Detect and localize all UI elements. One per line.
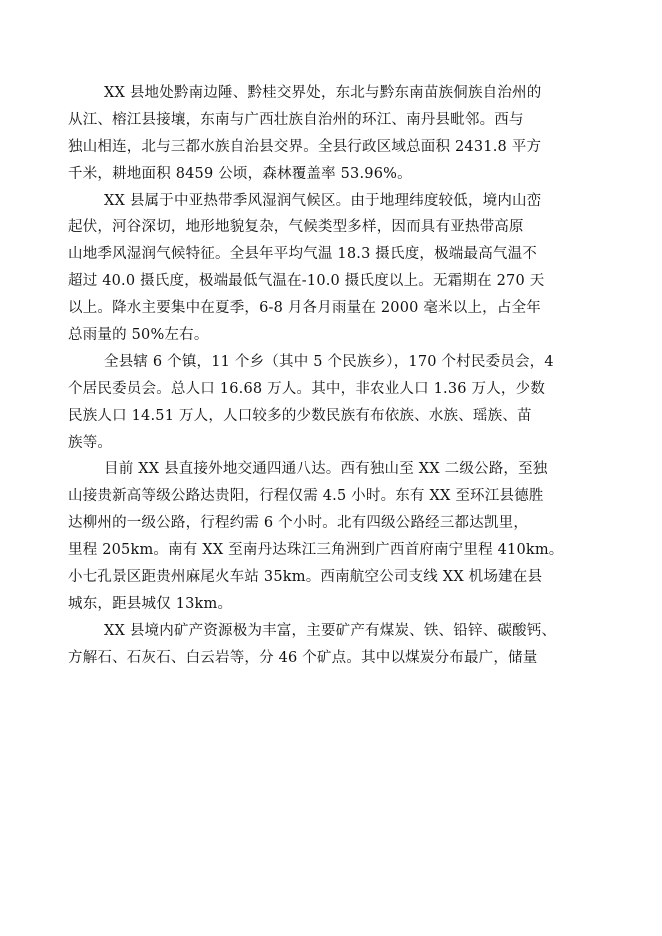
text-line: 以上。降水主要集中在夏季，6-8 月各月雨量在 2000 毫米以上，占全年 [68, 300, 541, 317]
text-line: XX 县属于中亚热带季风湿润气候区。由于地理纬度较低，境内山峦 [104, 192, 542, 209]
paragraph-climate [68, 188, 598, 349]
paragraph-population [68, 349, 598, 457]
text-line: 千米，耕地面积 8459 公顷，森林覆盖率 53.96%。 [68, 165, 412, 182]
text-line: 起伏，河谷深切，地形地貌复杂，气候类型多样，因而具有亚热带高原 [68, 219, 524, 236]
text-line: 方解石、石灰石、白云岩等，分 46 个矿点。其中以煤炭分布最广，储量 [68, 649, 538, 666]
text-line: 超过 40.0 摄氏度，极端最低气温在-10.0 摄氏度以上。无霜期在 270 天 [68, 273, 545, 290]
paragraph-location [68, 80, 598, 188]
document-body [68, 80, 598, 672]
text-line: 山接贵新高等级公路达贵阳，行程仅需 4.5 小时。东有 XX 至环江县德胜 [68, 488, 544, 505]
text-line: 里程 205km。南有 XX 至南丹达珠江三角洲到广西首府南宁里程 410km。 [68, 542, 564, 559]
text-line: 族等。 [68, 434, 113, 451]
text-line: 城东，距县城仅 13km。 [68, 595, 233, 612]
text-line: 从江、榕江县接壤，东南与广西壮族自治州的环江、南丹县毗邻。西与 [68, 111, 524, 128]
text-line: XX 县境内矿产资源极为丰富，主要矿产有煤炭、铁、铅锌、碳酸钙、 [104, 622, 557, 639]
text-line: 全县辖 6 个镇，11 个乡（其中 5 个民族乡），170 个村民委员会，4 [104, 353, 554, 370]
text-line: 目前 XX 县直接外地交通四通八达。西有独山至 XX 二级公路，至独 [104, 461, 548, 478]
text-line: XX 县地处黔南边陲、黔桂交界处，东北与黔东南苗族侗族自治州的 [104, 85, 542, 101]
text-line: 山地季风湿润气候特征。全县年平均气温 18.3 摄氏度，极端最高气温不 [68, 246, 538, 263]
paragraph-transport [68, 456, 598, 617]
text-line: 个居民委员会。总人口 16.68 万人。其中，非农业人口 1.36 万人，少数 [68, 380, 546, 397]
paragraph-minerals [68, 618, 598, 672]
text-line: 独山相连，北与三都水族自治县交界。全县行政区域总面积 2431.8 平方 [68, 138, 542, 155]
text-line: 民族人口 14.51 万人，人口较多的少数民族有布依族、水族、瑶族、苗 [68, 407, 532, 424]
text-line: 总雨量的 50%左右。 [68, 327, 209, 344]
text-line: 达柳州的一级公路，行程约需 6 个小时。北有四级公路经三都达凯里， [68, 515, 529, 532]
text-line: 小七孔景区距贵州麻尾火车站 35km。西南航空公司支线 XX 机场建在县 [68, 569, 543, 586]
